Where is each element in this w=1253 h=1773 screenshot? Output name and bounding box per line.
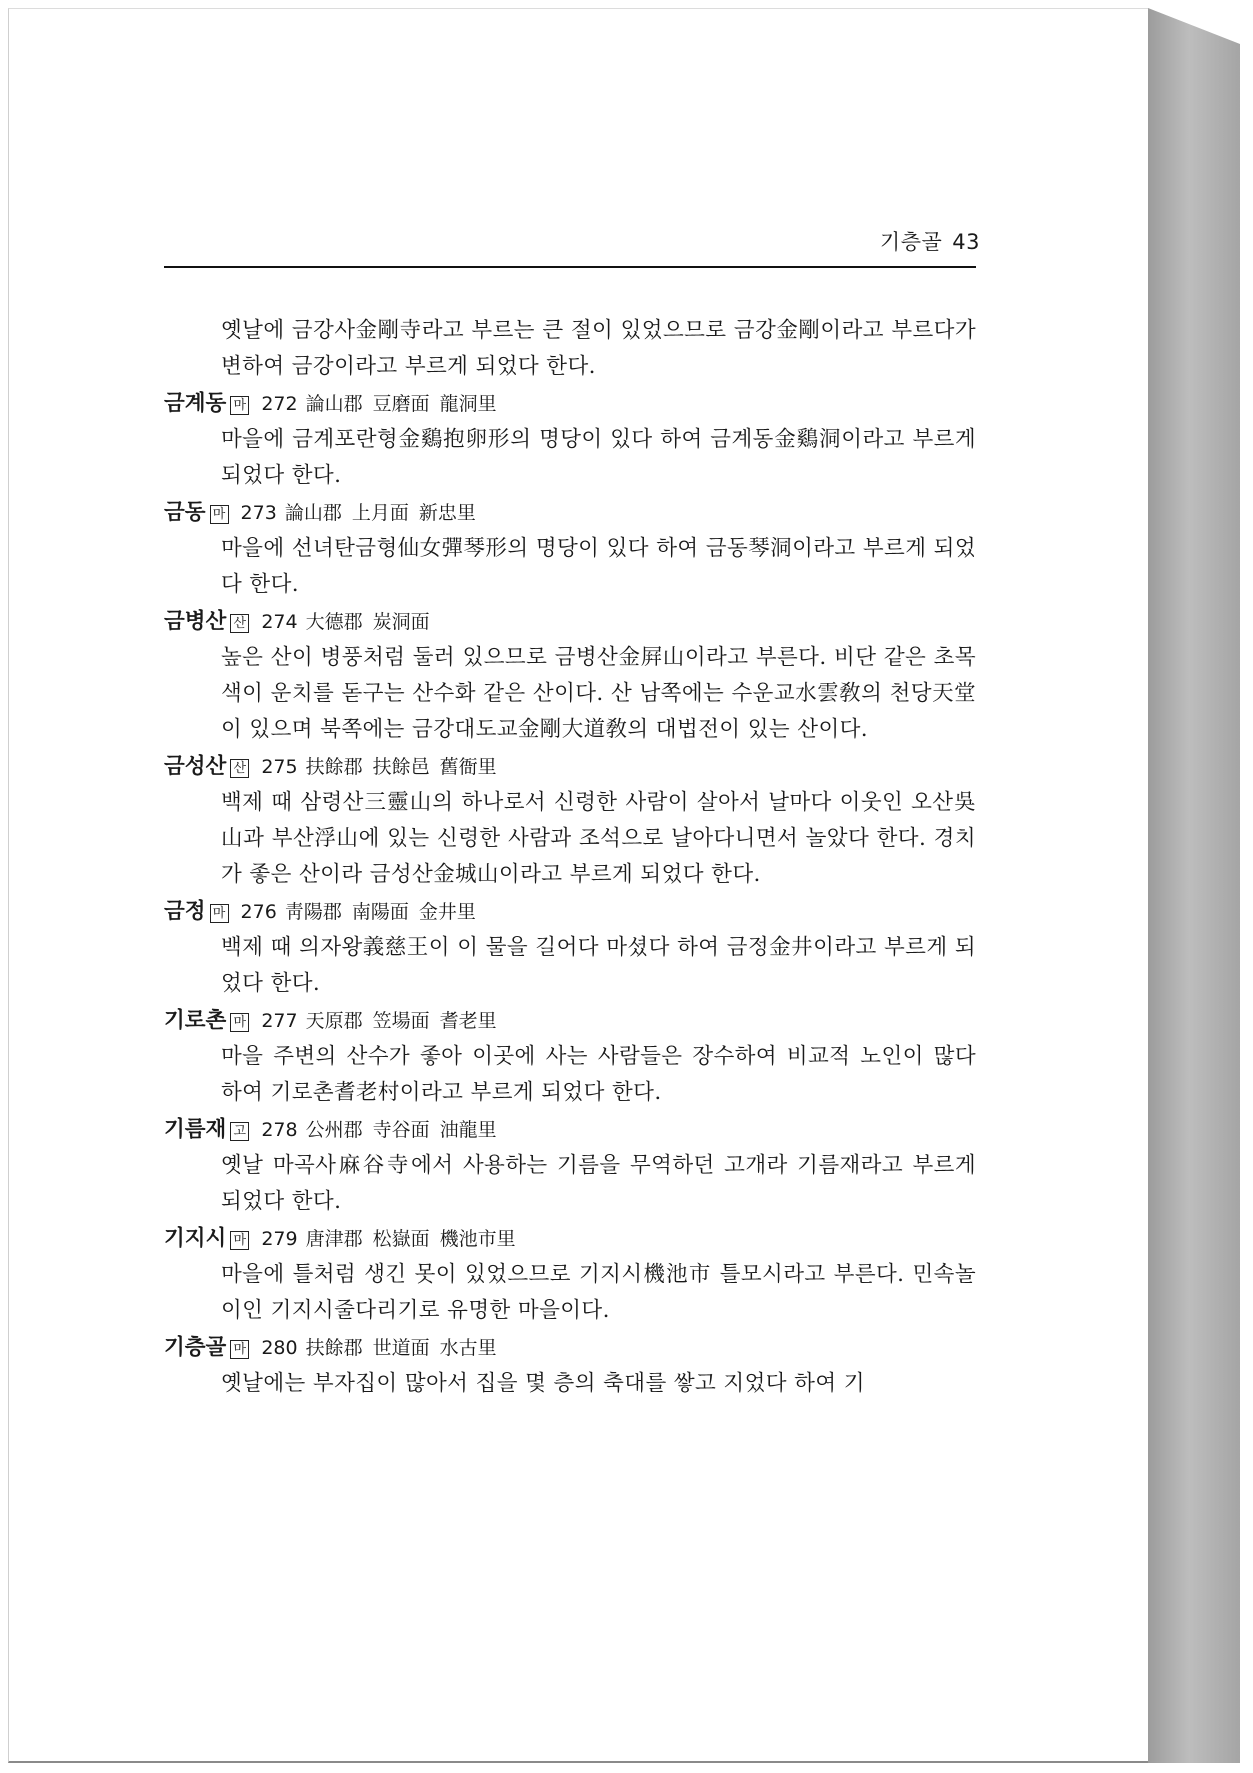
entry-text: 옛날 마곡사麻谷寺에서 사용하는 기름을 무역하던 고개라 기름재라고 부르게 되었다 한다. xyxy=(221,1153,976,1214)
category-badge: 마 xyxy=(230,396,249,415)
entry-number: 279 xyxy=(261,1228,298,1250)
entry-header xyxy=(164,1111,976,1148)
entry-headword: 금정 xyxy=(164,899,206,924)
location-county: 靑陽郡 xyxy=(284,901,342,923)
category-badge: 산 xyxy=(230,614,249,633)
entry-location xyxy=(306,1228,526,1250)
entry xyxy=(164,1111,976,1220)
entry-location xyxy=(306,756,507,778)
location-township: 南陽面 xyxy=(351,901,409,923)
entry-number: 276 xyxy=(240,901,277,923)
entry xyxy=(164,1002,976,1111)
entry xyxy=(164,893,976,1002)
book-side-edge xyxy=(1148,8,1240,1763)
location-village: 金井里 xyxy=(418,901,476,923)
entry-location xyxy=(306,393,507,415)
entry-header xyxy=(164,385,976,422)
entry-text: 마을에 틀처럼 생긴 못이 있었으므로 기지시機池市 틀모시라고 부른다. 민속놀이인 기지시줄다리기로 유명한 마을이다. xyxy=(221,1262,976,1323)
entry-number: 273 xyxy=(240,502,277,524)
location-township: 寺谷面 xyxy=(372,1119,430,1141)
entry-text: 마을 주변의 산수가 좋아 이곳에 사는 사람들은 장수하여 비교적 노인이 많다 하여 기로촌耆老村이라고 부르게 되었다 한다. xyxy=(221,1044,976,1105)
entry-location xyxy=(285,502,486,524)
location-village: 龍洞里 xyxy=(439,393,497,415)
location-village: 舊衙里 xyxy=(439,756,497,778)
location-village: 新忠里 xyxy=(418,502,476,524)
location-village: 水古里 xyxy=(439,1337,497,1359)
entry xyxy=(164,385,976,494)
location-township: 上月面 xyxy=(351,502,409,524)
entry-header xyxy=(164,748,976,785)
entry-header xyxy=(164,1220,976,1257)
entry-headword: 금계동 xyxy=(164,391,227,416)
entry-header xyxy=(164,494,976,531)
entry-text: 옛날에는 부자집이 많아서 집을 몇 층의 축대를 쌓고 지었다 하여 기 xyxy=(221,1371,865,1396)
location-county: 論山郡 xyxy=(284,502,342,524)
location-county: 論山郡 xyxy=(305,393,363,415)
entry-text: 높은 산이 병풍처럼 둘러 있으므로 금병산金屛山이라고 부른다. 비단 같은 초목색이 운치를 돋구는 산수화 같은 산이다. 산 남쪽에는 수운교水雲敎의 천당天堂이 있으며 북쪽에는 금강대도교金剛大道敎의 대법전이 있는 산이다. xyxy=(221,645,976,742)
entry-headword: 기층골 xyxy=(164,1335,227,1360)
category-badge: 마 xyxy=(230,1231,249,1250)
entry-text: 마을에 금계포란형金鷄抱卵形의 명당이 있다 하여 금계동金鷄洞이라고 부르게 되었다 한다. xyxy=(221,427,976,488)
location-county: 唐津郡 xyxy=(305,1228,363,1250)
entry-headword: 금성산 xyxy=(164,754,227,779)
entry-number: 274 xyxy=(261,611,298,633)
category-badge: 마 xyxy=(230,1013,249,1032)
location-county: 扶餘郡 xyxy=(305,1337,363,1359)
running-head xyxy=(160,226,980,256)
location-village: 耆老里 xyxy=(439,1010,497,1032)
entry-headword: 금동 xyxy=(164,500,206,525)
entry xyxy=(164,603,976,748)
entry xyxy=(164,494,976,603)
location-village: 機池市里 xyxy=(439,1228,516,1250)
header-rule xyxy=(164,266,976,268)
running-head-title: 기층골 xyxy=(879,230,943,254)
entry-text: 백제 때 삼령산三靈山의 하나로서 신령한 사람이 살아서 날마다 이웃인 오산吳山과 부산浮山에 있는 신령한 사람과 조석으로 날아다니면서 놀았다 한다. 경치가 좋은 산이라 금성산金城山이라고 부르게 되었다 한다. xyxy=(221,790,976,887)
category-badge: 고 xyxy=(230,1122,249,1141)
intro-paragraph: 옛날에 금강사金剛寺라고 부르는 큰 절이 있었으므로 금강金剛이라고 부르다가 변하여 금강이라고 부르게 되었다 한다. xyxy=(221,318,976,379)
entry-location xyxy=(306,1010,507,1032)
location-township: 炭洞面 xyxy=(372,611,430,633)
entry-headword: 기지시 xyxy=(164,1226,227,1251)
entry-text: 마을에 선녀탄금형仙女彈琴形의 명당이 있다 하여 금동琴洞이라고 부르게 되었다 한다. xyxy=(221,536,976,597)
entry-header xyxy=(164,1002,976,1039)
entry-text: 백제 때 의자왕義慈王이 이 물을 길어다 마셨다 하여 금정金井이라고 부르게 되었다 한다. xyxy=(221,935,976,996)
location-township: 笠場面 xyxy=(372,1010,430,1032)
category-badge: 마 xyxy=(230,1340,249,1359)
location-county: 大德郡 xyxy=(305,611,363,633)
category-badge: 마 xyxy=(210,904,229,923)
entry xyxy=(164,1220,976,1329)
page-number: 43 xyxy=(952,230,980,254)
location-township: 松嶽面 xyxy=(372,1228,430,1250)
location-county: 扶餘郡 xyxy=(305,756,363,778)
location-township: 扶餘邑 xyxy=(372,756,430,778)
entry-header xyxy=(164,603,976,640)
entry-number: 277 xyxy=(261,1010,298,1032)
location-township: 世道面 xyxy=(372,1337,430,1359)
entry-header xyxy=(164,1329,976,1366)
entry xyxy=(164,748,976,893)
entry-number: 272 xyxy=(261,393,298,415)
location-township: 豆磨面 xyxy=(372,393,430,415)
entry-location xyxy=(306,611,440,633)
location-county: 公州郡 xyxy=(305,1119,363,1141)
entry-number: 275 xyxy=(261,756,298,778)
page-content xyxy=(164,313,976,1402)
location-village: 油龍里 xyxy=(439,1119,497,1141)
entry-location xyxy=(306,1337,507,1359)
category-badge: 산 xyxy=(230,759,249,778)
entry-headword: 기름재 xyxy=(164,1117,227,1142)
entry xyxy=(164,1329,976,1402)
entry-location xyxy=(306,1119,507,1141)
entry-location xyxy=(285,901,486,923)
entry-headword: 금병산 xyxy=(164,609,227,634)
entry-number: 278 xyxy=(261,1119,298,1141)
entry-headword: 기로촌 xyxy=(164,1008,227,1033)
category-badge: 마 xyxy=(210,505,229,524)
entry-header xyxy=(164,893,976,930)
location-county: 天原郡 xyxy=(305,1010,363,1032)
entry-number: 280 xyxy=(261,1337,298,1359)
